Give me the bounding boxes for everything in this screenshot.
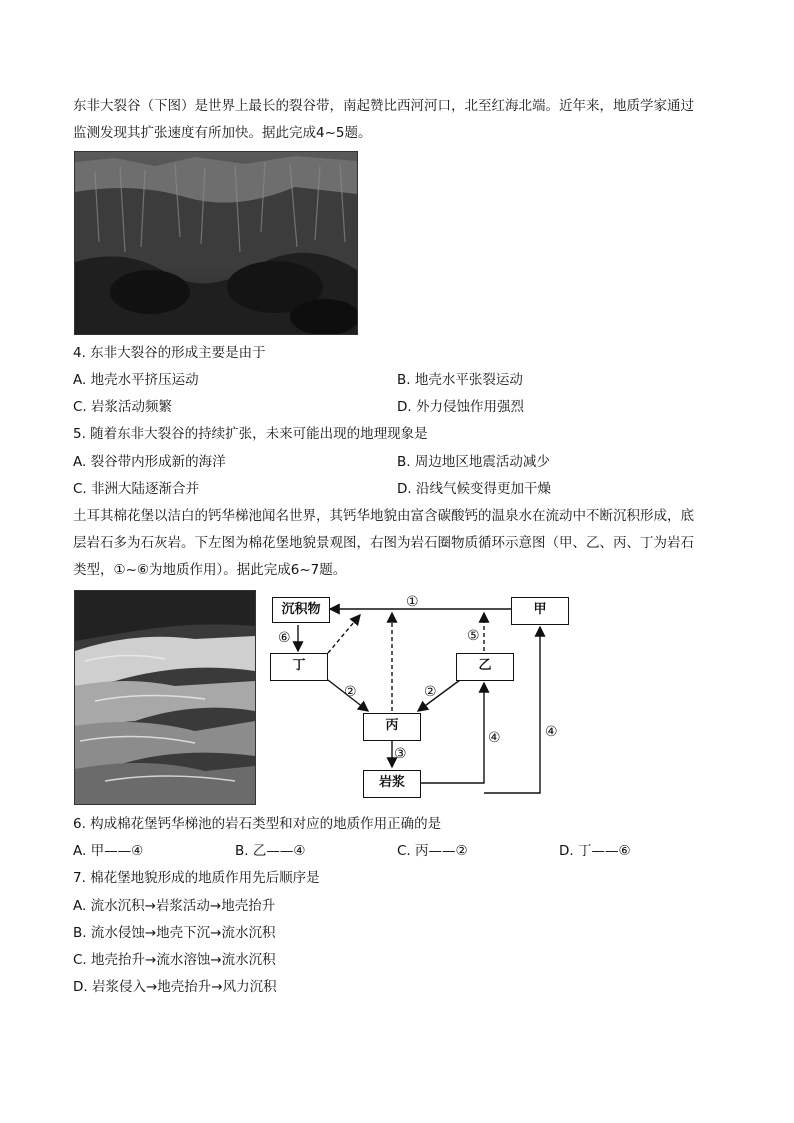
intro2-line-2: 层岩石多为石灰岩。下左图为棉花堡地貌景观图，右图为岩石圈物质循环示意图（甲、乙、丙、丁为岩石 <box>73 535 694 551</box>
q6-option-d[interactable]: D. 丁——⑥ <box>559 843 631 859</box>
q7-option-b[interactable]: B. 流水侵蚀→地壳下沉→流水沉积 <box>73 925 276 941</box>
box-magma: 岩浆 <box>363 770 421 798</box>
q4-option-a[interactable]: A. 地壳水平挤压运动 <box>73 372 199 388</box>
rift-valley-photo <box>74 151 358 335</box>
q7-option-d[interactable]: D. 岩浆侵入→地壳抬升→风力沉积 <box>73 979 277 995</box>
box-yi: 乙 <box>456 653 514 681</box>
intro2-line-1: 土耳其棉花堡以洁白的钙华梯池闻名世界，其钙华地貌由富含碳酸钙的温泉水在流动中不断沉积形成，底 <box>73 508 694 524</box>
rock-cycle-diagram <box>268 593 578 803</box>
q5-option-c[interactable]: C. 非洲大陆逐渐合并 <box>73 481 200 497</box>
box-ding: 丁 <box>270 653 328 681</box>
q5-option-b[interactable]: B. 周边地区地震活动减少 <box>397 454 550 470</box>
q5-option-d[interactable]: D. 沿线气候变得更加干燥 <box>397 481 551 497</box>
label-process-6: ⑥ <box>278 630 291 646</box>
box-bing: 丙 <box>363 713 421 741</box>
label-process-3: ③ <box>394 746 407 762</box>
label-process-2-right: ② <box>424 684 437 700</box>
q5-stem: 5. 随着东非大裂谷的持续扩张，未来可能出现的地理现象是 <box>73 426 428 442</box>
q4-option-c[interactable]: C. 岩浆活动频繁 <box>73 399 173 415</box>
q5-option-a[interactable]: A. 裂谷带内形成新的海洋 <box>73 454 226 470</box>
q6-option-c[interactable]: C. 丙——② <box>397 843 468 859</box>
label-process-4-left: ④ <box>488 730 501 746</box>
q4-option-d[interactable]: D. 外力侵蚀作用强烈 <box>397 399 524 415</box>
q6-option-a[interactable]: A. 甲——④ <box>73 843 144 859</box>
intro-line-1: 东非大裂谷（下图）是世界上最长的裂谷带，南起赞比西河河口，北至红海北端。近年来，地质学家通过 <box>73 98 694 114</box>
q7-stem: 7. 棉花堡地貌形成的地质作用先后顺序是 <box>73 870 320 886</box>
box-sediment: 沉积物 <box>272 597 330 623</box>
q6-stem: 6. 构成棉花堡钙华梯池的岩石类型和对应的地质作用正确的是 <box>73 816 442 832</box>
q7-option-a[interactable]: A. 流水沉积→岩浆活动→地壳抬升 <box>73 898 276 914</box>
travertine-photo <box>74 590 256 805</box>
q7-option-c[interactable]: C. 地壳抬升→流水溶蚀→流水沉积 <box>73 952 276 968</box>
label-process-2-left: ② <box>344 684 357 700</box>
box-jia: 甲 <box>511 597 569 625</box>
label-process-4-right: ④ <box>545 724 558 740</box>
intro2-line-3: 类型，①~⑥为地质作用）。据此完成6~7题。 <box>73 562 347 578</box>
label-process-5: ⑤ <box>467 628 480 644</box>
label-process-1: ① <box>406 594 419 610</box>
q6-option-b[interactable]: B. 乙——④ <box>235 843 306 859</box>
intro-line-2: 监测发现其扩张速度有所加快。据此完成4~5题。 <box>73 125 372 141</box>
q4-option-b[interactable]: B. 地壳水平张裂运动 <box>397 372 523 388</box>
q4-stem: 4. 东非大裂谷的形成主要是由于 <box>73 345 266 361</box>
